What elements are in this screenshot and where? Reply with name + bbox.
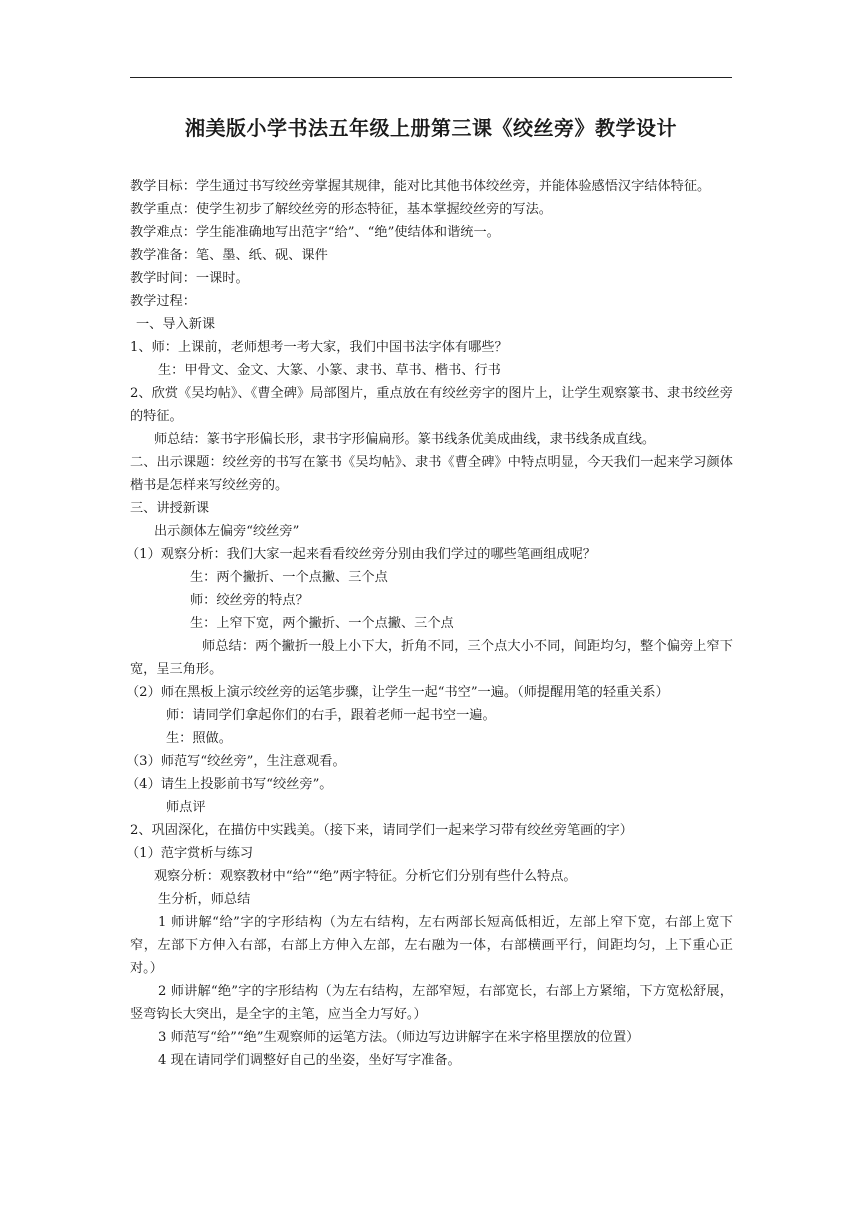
paragraph: 出示颜体左偏旁“绞丝旁” <box>154 524 300 539</box>
paragraph-process: 教学过程： <box>130 294 196 309</box>
paragraph: 师总结：篆书字形偏长形，隶书字形偏扁形。篆书线条优美成曲线，隶书线条成直线。 <box>154 432 656 447</box>
paragraph: 师总结：两个撇折一般上小下大，折角不同，三个点大小不同，间距均匀，整个偏旁上窄下宽，呈三角形。 <box>130 639 733 677</box>
paragraph: 4 现在请同学们调整好自己的坐姿，坐好写字准备。 <box>158 1053 461 1068</box>
paragraph-key-point: 教学重点：使学生初步了解绞丝旁的形态特征，基本掌握绞丝旁的写法。 <box>130 202 552 217</box>
paragraph: 2 师讲解“绝”字的字形结构（为左右结构，左部窄短，右部宽长，右部上方紧缩，下方宽松舒展，竖弯钩长大突出，是全字的主笔，应当全力写好。） <box>130 984 733 1022</box>
document-body <box>126 175 733 1072</box>
header-rule <box>130 77 732 78</box>
paragraph: 生：上窄下宽，两个撇折、一个点撇、三个点 <box>190 616 454 631</box>
section-heading: 一、导入新课 <box>136 317 216 332</box>
paragraph: 1、师：上课前，老师想考一考大家，我们中国书法字体有哪些？ <box>130 340 508 355</box>
paragraph: 师：请同学们拿起你们的右手，跟着老师一起书空一遍。 <box>166 708 496 723</box>
paragraph: 生：两个撇折、一个点撇、三个点 <box>190 570 388 585</box>
paragraph-difficulty: 教学难点：学生能准确地写出范字“给”、“绝”使结体和谐统一。 <box>130 225 500 240</box>
paragraph: （3）师范写“绞丝旁”，生注意观看。 <box>126 754 346 769</box>
paragraph: （1）范字赏析与练习 <box>126 846 254 861</box>
section-heading: 三、讲授新课 <box>130 501 210 516</box>
paragraph: （2）师在黑板上演示绞丝旁的运笔步骤，让学生一起“书空”一遍。（师提醒用笔的轻重关系） <box>126 685 669 700</box>
paragraph: 生分析，师总结 <box>158 892 251 907</box>
paragraph: 师：绞丝旁的特点？ <box>190 593 309 608</box>
paragraph: 生：甲骨文、金文、大篆、小篆、隶书、草书、楷书、行书 <box>158 363 501 378</box>
paragraph: （4）请生上投影前书写“绞丝旁”。 <box>126 777 333 792</box>
paragraph: 观察分析：观察教材中“给”“绝”两字特征。分析它们分别有些什么特点。 <box>154 869 577 884</box>
document-title: 湘美版小学书法五年级上册第三课《绞丝旁》教学设计 <box>185 116 677 140</box>
paragraph: 生：照做。 <box>166 731 232 746</box>
paragraph: 二、出示课题：绞丝旁的书写在篆书《吴均帖》、隶书《曹全碑》中特点明显，今天我们一起来学习颜体楷书是怎样来写绞丝旁的。 <box>130 455 733 493</box>
paragraph: 师点评 <box>166 800 206 815</box>
paragraph-teaching-goal: 教学目标：学生通过书写绞丝旁掌握其规律，能对比其他书体绞丝旁，并能体验感悟汉字结体特征。 <box>130 179 711 194</box>
paragraph: 3 师范写“给”“绝”生观察师的运笔方法。（师边写边讲解字在米字格里摆放的位置） <box>158 1030 640 1045</box>
paragraph-time: 教学时间：一课时。 <box>130 271 249 286</box>
paragraph: 2、巩固深化，在描仿中实践美。（接下来，请同学们一起来学习带有绞丝旁笔画的字） <box>130 823 633 838</box>
paragraph: 1 师讲解“给”字的字形结构（为左右结构，左右两部长短高低相近，左部上窄下宽，右部上宽下窄，左部下方伸入右部，右部上方伸入左部，左右融为一体，右部横画平行，间距均匀，上下重心正对。） <box>130 915 733 976</box>
paragraph: （1）观察分析：我们大家一起来看看绞丝旁分别由我们学过的哪些笔画组成呢？ <box>126 547 596 562</box>
paragraph: 2、欣赏《吴均帖》、《曹全碑》局部图片，重点放在有绞丝旁字的图片上，让学生观察篆书、隶书绞丝旁的特征。 <box>130 386 733 424</box>
paragraph-preparation: 教学准备：笔、墨、纸、砚、课件 <box>130 248 328 263</box>
